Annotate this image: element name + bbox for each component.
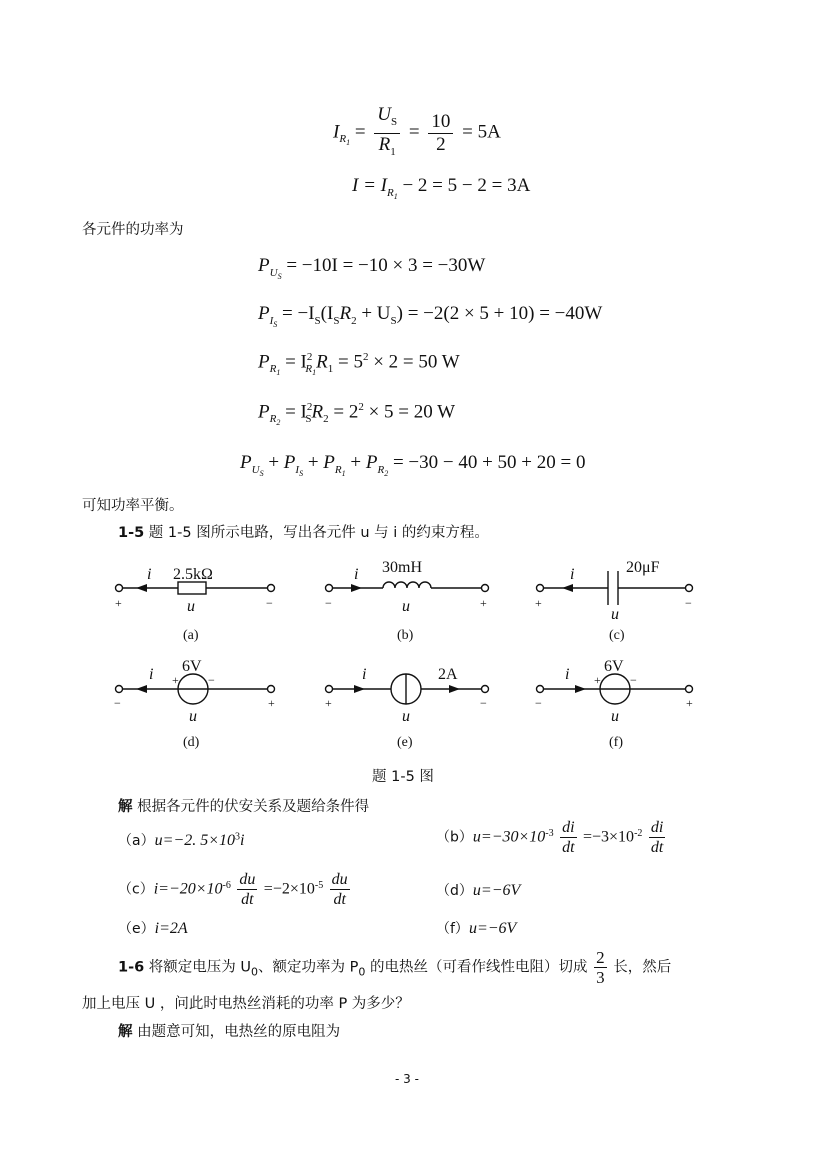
figure-caption: 题 1-5 图 <box>372 769 434 785</box>
page-number: - 3 - <box>395 1072 419 1086</box>
equation-p-r2: $P_{R_2} = I^2_SR_2 = 2^2 \times 5 = 20$ W <box>258 401 456 428</box>
circuit-a <box>116 582 275 594</box>
power-balance-text: 可知功率平衡。 <box>82 498 184 514</box>
svg-text:−: − <box>208 673 215 687</box>
svg-text:−: − <box>266 596 273 610</box>
svg-text:−: − <box>325 596 332 610</box>
svg-text:−: − <box>685 596 692 610</box>
equation-p-is: $P_{I_S} = -I_S(I_SR_2 + U_S) = -2(2 \times 5 + 10) = -40W$ <box>258 303 603 329</box>
svg-text:+: + <box>268 696 275 710</box>
svg-text:u: u <box>611 606 619 623</box>
power-intro: 各元件的功率为 <box>82 222 184 238</box>
caption-d: (d) <box>183 735 200 750</box>
svg-text:+: + <box>115 596 122 610</box>
caption-a: (a) <box>183 628 199 643</box>
svg-text:i: i <box>354 566 359 583</box>
answer-d: （d）u=−6V <box>436 882 521 899</box>
svg-text:−: − <box>114 696 121 710</box>
value-b: 30mH <box>382 559 422 576</box>
svg-text:−: − <box>630 673 637 687</box>
answer-f: （f）u=−6V <box>436 920 517 937</box>
svg-text:+: + <box>686 696 693 710</box>
equation-p-r1: $P_{R_1} = I^2_{R_1}R_1 = 5^2 \times 2 = 50$ W <box>258 351 460 378</box>
solution-2-intro: 解 由题意可知，电热丝的原电阻为 <box>118 1024 341 1040</box>
svg-text:+: + <box>325 696 332 710</box>
problem-1-5: 1-5 题 1-5 图所示电路，写出各元件 u 与 i 的约束方程。 <box>118 525 489 541</box>
caption-c: (c) <box>609 628 625 643</box>
value-a: 2.5kΩ <box>173 566 213 583</box>
fraction-10-2: $\frac{10}{2}$ <box>428 111 453 156</box>
svg-text:u: u <box>402 598 410 615</box>
circuit-d <box>116 674 275 704</box>
answer-a: （a）u=−2. $5\times 10^3i$ <box>118 831 245 849</box>
answer-e: （e）i=2A <box>118 920 188 937</box>
caption-e: (e) <box>397 735 413 750</box>
circuit-b <box>326 582 489 592</box>
value-d: 6V <box>182 658 202 675</box>
fraction-us-r1: $\frac{U_S}{R_1}$ <box>374 104 400 163</box>
label-u-a: u <box>187 598 195 615</box>
svg-text:i: i <box>565 666 570 683</box>
problem-1-6-line2: 加上电压 U ，问此时电热丝消耗的功率 P 为多少？ <box>82 996 410 1012</box>
answer-c: $(c)i=-20\times 10^{-6}$ $\frac{du}{dt}$ $=-2\times 10^{-5}$ $\frac{du}{dt}$ <box>118 871 348 908</box>
svg-text:i: i <box>149 666 154 683</box>
problem-1-6: 1-6 将额定电压为 $U_0$、额定功率为 $P_0$ 的电热丝（可看作线性电阻）切成 $\frac{2}{3}$ 长，然后 <box>118 948 672 987</box>
svg-text:u: u <box>611 708 619 725</box>
circuit-f <box>537 674 693 704</box>
value-e: 2A <box>438 666 458 683</box>
svg-text:+: + <box>594 673 601 687</box>
answer-b: $(b)u=-30\times 10^{-3}$ $\frac{di}{dt}$ $=-3\times 10^{-2}$ $\frac{di}{dt}$ <box>436 819 664 856</box>
svg-text:i: i <box>362 666 367 683</box>
circuit-e <box>326 674 489 704</box>
caption-b: (b) <box>397 628 414 643</box>
equation-power-sum: $P_{U_S} + P_{I_S} + P_{R_1} + P_{R_2} = -30 - 40 + 50 + 20 = 0$ <box>240 452 586 478</box>
svg-text:+: + <box>480 596 487 610</box>
equation-i: $I = I_{R_1} - 2 = 5 - 2 = 3A$ <box>352 175 531 201</box>
svg-text:u: u <box>402 708 410 725</box>
value-f: 6V <box>604 658 624 675</box>
svg-text:+: + <box>172 673 179 687</box>
svg-text:+: + <box>535 596 542 610</box>
solution-intro: 解 根据各元件的伏安关系及题给条件得 <box>118 799 370 815</box>
svg-text:−: − <box>535 696 542 710</box>
value-c: 20μF <box>626 559 660 576</box>
svg-text:u: u <box>189 708 197 725</box>
svg-text:i: i <box>570 566 575 583</box>
circuit-figure <box>0 555 825 760</box>
circuit-c <box>537 571 693 605</box>
caption-f: (f) <box>609 735 623 750</box>
label-i-a: i <box>147 566 152 583</box>
svg-text:−: − <box>480 696 487 710</box>
equation-p-us: $P_{U_S} = -10I = -10 \times 3 = -30W$ <box>258 255 486 281</box>
equation-ir1: $I_{R_1}$ = $\frac{U_S}{R_1}$ = $\frac{10}{2}$ = 5A <box>333 104 501 163</box>
